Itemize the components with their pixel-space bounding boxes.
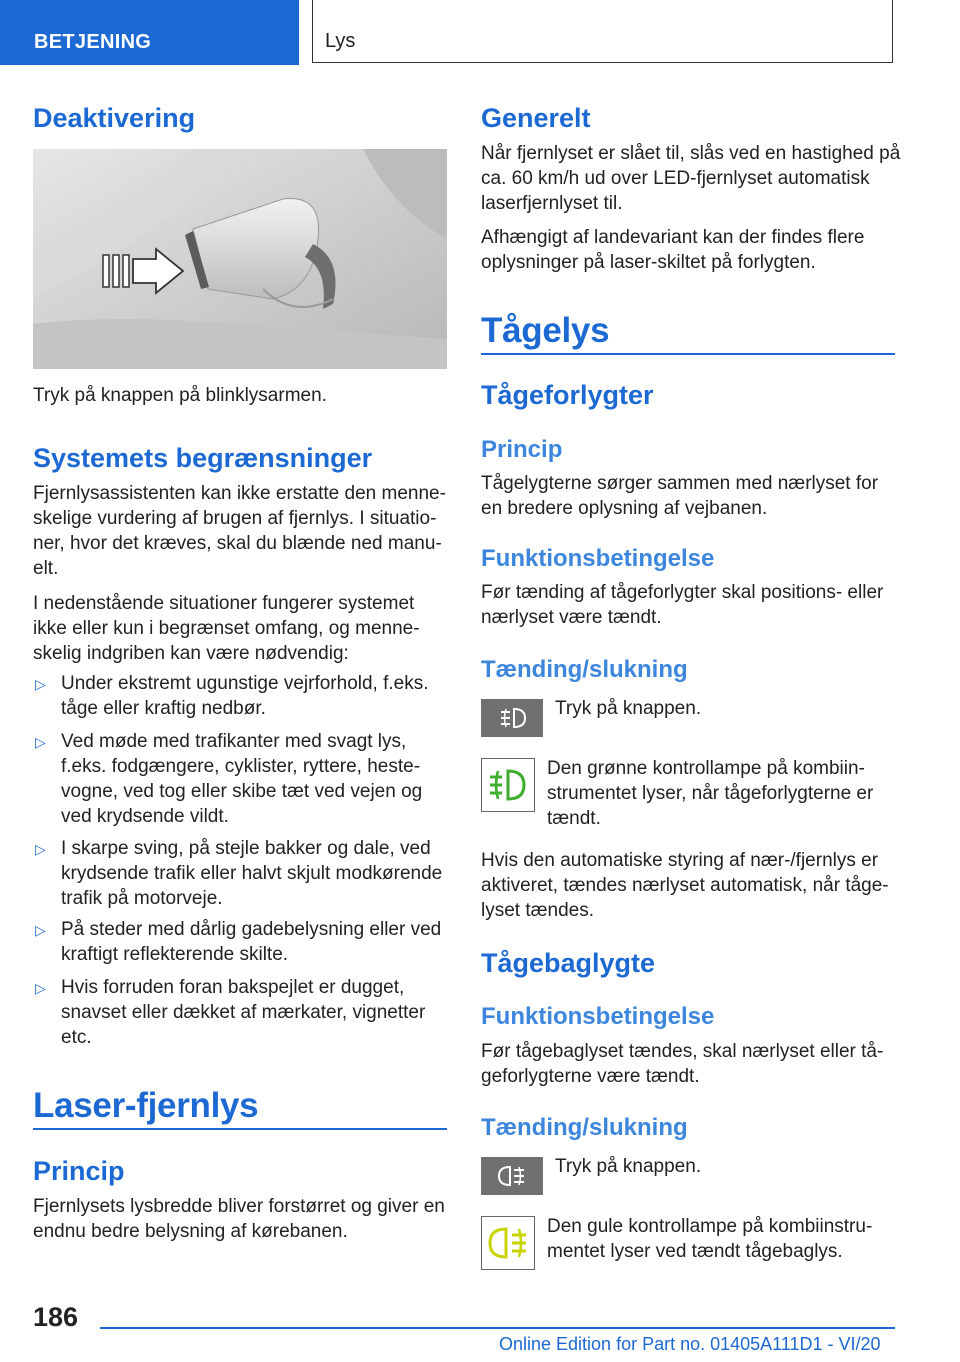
deaktivering-heading: Deaktivering: [33, 103, 196, 133]
list-item: Ved møde med trafikanter med svagt lys, f.eks. fodgængere, cyklister, ryttere, heste- vogne, ved tog eller skibe tæt ved vejen og ved krydsende vildt.: [61, 731, 423, 827]
taending-subheading: Tænding/slukning: [481, 656, 688, 683]
bullet-triangle-icon: ▷: [35, 676, 46, 692]
bullet-triangle-icon: ▷: [35, 841, 46, 857]
header-section-tab: [0, 0, 299, 65]
lamp1-text: Den grønne kontrollampe på kombiin- strumentet lyser, når tågeforlygterne er tændt.: [547, 758, 874, 829]
taending2-subheading: Tænding/slukning: [481, 1114, 688, 1141]
button1-text: Tryk på knappen.: [555, 698, 702, 719]
funktionsbetingelse-subheading: Funktionsbetingelse: [481, 545, 715, 572]
footer-edition: Online Edition for Part no. 01405A111D1 - VI/20: [499, 1334, 881, 1354]
princip-paragraph: Tågelygterne sørger sammen med nærlyset for en bredere oplysning af vejbanen.: [481, 473, 879, 519]
footer-rule: [100, 1327, 895, 1329]
list-item: Under ekstremt ugunstige vejrforhold, f.eks. tåge eller kraftig nedbør.: [61, 673, 429, 719]
taagelys-rule: [481, 353, 895, 355]
funktionsbetingelse-paragraph: Før tænding af tågeforlygter skal positions- eller nærlyset være tændt.: [481, 582, 884, 628]
generelt-heading: Generelt: [481, 103, 591, 133]
funktionsbetingelse2-paragraph: Før tågebaglyset tændes, skal nærlyset eller tå- geforlygterne være tændt.: [481, 1041, 884, 1087]
princip-subheading: Princip: [481, 436, 563, 463]
limits-paragraph-2: I nedenstående situationer fungerer systemet ikke eller kun i begrænset omfang, og menne- skelig indgriben kan være nødvendig:: [33, 593, 420, 664]
bullet-triangle-icon: ▷: [35, 734, 46, 750]
page-number: 186: [33, 1302, 79, 1332]
generelt-paragraph-2: Afhængigt af landevariant kan der findes flere oplysninger på laser-skiltet på forlygten.: [481, 227, 865, 273]
stalk-figure: [33, 149, 447, 369]
auto-paragraph: Hvis den automatiske styring af nær-/fjernlys er aktiveret, tændes nærlyset automatisk, når tåge- lyset tændes.: [481, 850, 889, 921]
list-item: På steder med dårlig gadebelysning eller ved kraftigt reflekterende skilte.: [61, 919, 442, 965]
header-section-label: BETJENING: [34, 31, 152, 53]
laser-heading: Laser-fjernlys: [33, 1086, 259, 1125]
header-chapter-box: [312, 0, 893, 63]
taagebaglygte-heading: Tågebaglygte: [481, 948, 656, 978]
figure-caption: Tryk på knappen på blinklysarmen.: [33, 385, 327, 406]
rear-fog-indicator-icon: [481, 1216, 535, 1270]
front-fog-indicator-icon: [481, 758, 535, 812]
taageforlygter-heading: Tågeforlygter: [481, 380, 654, 410]
lamp2-text: Den gule kontrollampe på kombiinstru- mentet lyser ved tændt tågebaglys.: [547, 1216, 873, 1262]
laser-princip-heading: Princip: [33, 1156, 125, 1186]
bullet-triangle-icon: ▷: [35, 980, 46, 996]
list-item: I skarpe sving, på stejle bakker og dale, ved krydsende trafik eller halvt skjult modkørende trafik på motorveje.: [61, 838, 443, 909]
header-chapter-label: Lys: [325, 30, 356, 52]
arrow-right-icon: [101, 247, 191, 297]
taagelys-heading: Tågelys: [481, 311, 610, 350]
funktionsbetingelse2-subheading: Funktionsbetingelse: [481, 1003, 715, 1030]
laser-princip-paragraph: Fjernlysets lysbredde bliver forstørret og giver en endnu bedre belysning af kørebanen.: [33, 1196, 445, 1242]
list-item: Hvis forruden foran bakspejlet er dugget, snavset eller dækket af mærkater, vignetter etc.: [61, 977, 426, 1048]
generelt-paragraph-1: Når fjernlyset er slået til, slås ved en hastighed på ca. 60 km/h ud over LED-fjernlyset automatisk laserfjernlyset til.: [481, 143, 901, 214]
front-fog-button-icon: [481, 699, 543, 737]
limits-heading: Systemets begrænsninger: [33, 443, 373, 473]
button2-text: Tryk på knappen.: [555, 1156, 702, 1177]
bullet-triangle-icon: ▷: [35, 922, 46, 938]
rear-fog-button-icon: [481, 1157, 543, 1195]
laser-rule: [33, 1128, 447, 1130]
limits-paragraph-1: Fjernlysassistenten kan ikke erstatte den menne- skelige vurdering af brugen af fjernlys. I situatio- ner, hvor det kræves, skal du blænde ned manu- elt.: [33, 483, 446, 579]
